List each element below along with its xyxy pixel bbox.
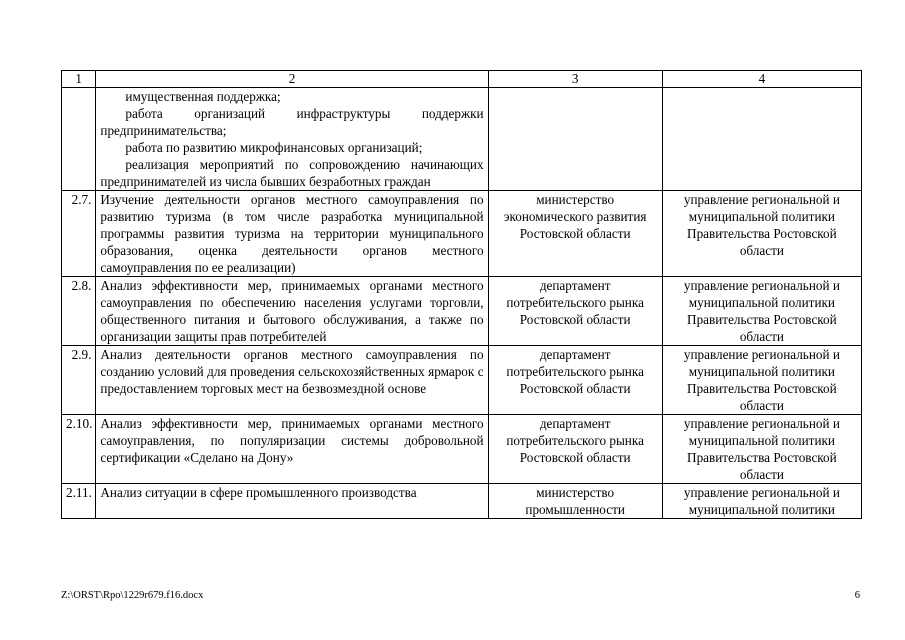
row-responsible xyxy=(488,88,662,191)
footer-file-path: Z:\ORST\Rpo\1229r679.f16.docx xyxy=(61,590,204,601)
table-row xyxy=(62,277,862,346)
header-col-2: 2 xyxy=(96,71,488,88)
continuation-line: работа организаций инфраструктуры поддержки предпринимательства; xyxy=(100,106,484,138)
row-coexecutor: управление региональной и муниципальной политики Правительства Ростовской области xyxy=(662,191,861,277)
row-description xyxy=(96,88,488,191)
continuation-line: работа по развитию микрофинансовых организаций; xyxy=(125,140,423,155)
row-coexecutor: управление региональной и муниципальной политики Правительства Ростовской области xyxy=(662,346,861,415)
table-row xyxy=(62,346,862,415)
plan-table xyxy=(61,70,862,519)
row-coexecutor: управление региональной и муниципальной политики Правительства Ростовской области xyxy=(662,277,861,346)
row-coexecutor xyxy=(662,88,861,191)
row-responsible: министерство экономического развития Ростовской области xyxy=(488,191,662,277)
row-description: Анализ эффективности мер, принимаемых органами местного самоуправления по обеспечению населения услугами торговли, общественного питания и бытового обслуживания, а также по организации защиты прав потребителей xyxy=(96,277,488,346)
row-responsible: департамент потребительского рынка Ростовской области xyxy=(488,277,662,346)
row-responsible: департамент потребительского рынка Ростовской области xyxy=(488,346,662,415)
row-number: 2.9. xyxy=(62,346,96,415)
row-number: 2.7. xyxy=(62,191,96,277)
page-number: 6 xyxy=(854,590,860,601)
table-row-continuation xyxy=(62,88,862,191)
row-number: 2.11. xyxy=(62,484,96,519)
row-coexecutor: управление региональной и муниципальной политики xyxy=(662,484,861,519)
row-description: Анализ ситуации в сфере промышленного производства xyxy=(96,484,488,519)
header-col-1: 1 xyxy=(62,71,96,88)
row-description: Анализ эффективности мер, принимаемых органами местного самоуправления, по популяризации системы добровольной сертификации «Сделано на Дону» xyxy=(96,415,488,484)
row-responsible: министерство промышленности xyxy=(488,484,662,519)
header-col-3: 3 xyxy=(488,71,662,88)
header-col-4: 4 xyxy=(662,71,861,88)
row-responsible: департамент потребительского рынка Ростовской области xyxy=(488,415,662,484)
row-description: Изучение деятельности органов местного самоуправления по развитию туризма (в том числе разработка муниципальной программы развития туризма на территории муниципального образования, оценка деятельности органов местного самоуправления по ее реализации) xyxy=(96,191,488,277)
table-row xyxy=(62,484,862,519)
row-number: 2.8. xyxy=(62,277,96,346)
continuation-line: имущественная поддержка; xyxy=(125,89,281,104)
row-number: 2.10. xyxy=(62,415,96,484)
row-coexecutor: управление региональной и муниципальной политики Правительства Ростовской области xyxy=(662,415,861,484)
table-header-row xyxy=(62,71,862,88)
row-description: Анализ деятельности органов местного самоуправления по созданию условий для проведения сельскохозяйственных ярмарок с предоставлением торговых мест на безвозмездной основе xyxy=(96,346,488,415)
row-number xyxy=(62,88,96,191)
continuation-line: реализация мероприятий по сопровождению начинающих предпринимателей из числа бывших безработных граждан xyxy=(100,157,484,189)
table-row xyxy=(62,415,862,484)
table-row xyxy=(62,191,862,277)
